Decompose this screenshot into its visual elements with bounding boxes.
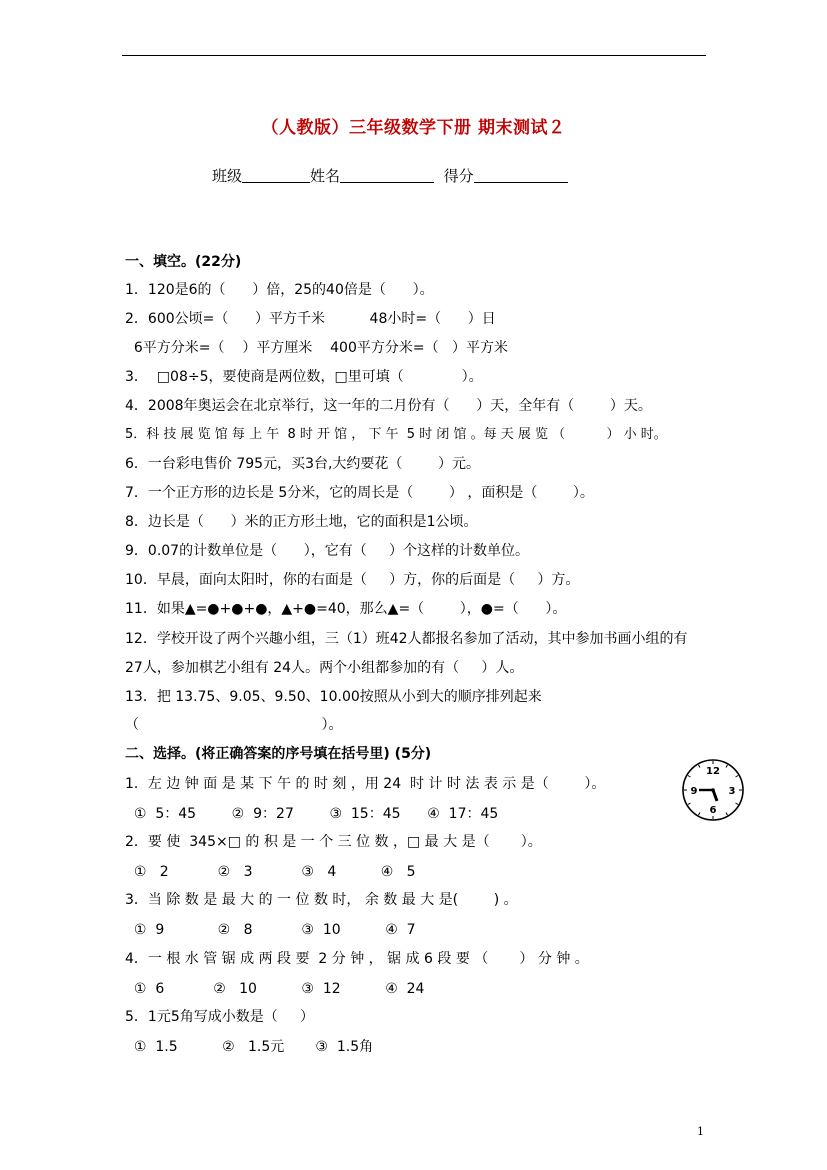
question-line: 5．科 技 展 览 馆 每 上 午 8 时 开 馆 ， 下 午 5 时 闭 馆 。每 天 展 览 （ ） 小 时。 bbox=[125, 427, 667, 442]
question-line: 3． □08÷5，要使商是两位数，□里可填（ ）。 bbox=[125, 369, 483, 385]
question-line: 6平方分米=（ ）平方厘米 400平方分米=（ ）平方米 bbox=[125, 340, 508, 356]
name-blank[interactable] bbox=[340, 168, 434, 183]
question-line: 4．2008年奥运会在北京举行，这一年的二月份有（ ）天，全年有（ ）天。 bbox=[125, 398, 652, 414]
question-line: 5．1元5角写成小数是（ ） bbox=[125, 1009, 314, 1025]
question-line: 9．0.07的计数单位是（ ），它有（ ）个这样的计数单位。 bbox=[125, 543, 530, 559]
clock-num-3: 3 bbox=[728, 786, 736, 797]
section2-heading: 二、选择。(将正确答案的序号填在括号里) (5分) bbox=[125, 746, 432, 762]
options-line: ① 1.5 ② 1.5元 ③ 1.5角 bbox=[125, 1039, 374, 1055]
clock-num-9: 9 bbox=[690, 786, 698, 797]
question-line: （ ）。 bbox=[125, 717, 343, 733]
class-label: 班级 bbox=[212, 167, 243, 185]
question-line: 27人，参加棋艺小组有 24人。两个小组都参加的有（ ）人。 bbox=[125, 660, 524, 676]
question-line: 10．早晨，面向太阳时，你的右面是（ ）方，你的后面是（ ）方。 bbox=[125, 572, 580, 588]
clock-face-icon bbox=[681, 758, 745, 822]
question-line: 7．一个正方形的边长是 5分米，它的周长是（ ） ，面积是（ ）。 bbox=[125, 485, 594, 501]
options-line: ① 5：45 ② 9：27 ③ 15：45 ④ 17：45 bbox=[125, 806, 499, 822]
question-line: 6．一台彩电售价 795元，买3台,大约要花（ ）元。 bbox=[125, 456, 481, 472]
section1-heading: 一、填空。(22分) bbox=[125, 254, 242, 270]
score-blank[interactable] bbox=[474, 168, 568, 183]
class-blank[interactable] bbox=[242, 168, 310, 183]
options-line: ① 9 ② 8 ③ 10 ④ 7 bbox=[125, 922, 416, 938]
question-line: 1．左 边 钟 面 是 某 下 午 的 时 刻 ，用 24 时 计 时 法 表 示 是（ ）。 bbox=[125, 776, 606, 792]
question-line: 8．边长是（ ）米的正方形土地，它的面积是1公顷。 bbox=[125, 514, 478, 530]
page-number: 1 bbox=[697, 1125, 704, 1138]
header-rule bbox=[122, 55, 706, 56]
student-info-row bbox=[212, 165, 568, 186]
clock-num-12: 12 bbox=[706, 766, 720, 777]
question-line: 13．把 13.75、9.05、9.50、10.00按照从小到大的顺序排列起来 bbox=[125, 689, 542, 705]
score-label: 得分 bbox=[443, 167, 474, 185]
page-title: （人教版）三年级数学下册 期末测试２ bbox=[261, 118, 566, 138]
question-line: 11．如果▲=●+●+●，▲+●=40，那么▲=（ ），●=（ ）。 bbox=[125, 601, 567, 617]
options-line: ① 2 ② 3 ③ 4 ④ 5 bbox=[125, 864, 416, 880]
question-line: 4．一 根 水 管 锯 成 两 段 要 2 分 钟 ， 锯 成 6 段 要 （ ） 分 钟 。 bbox=[125, 951, 589, 967]
question-line: 1．120是6的（ ）倍，25的40倍是（ ）。 bbox=[125, 282, 434, 298]
question-line: 2．要 使 345×□ 的 积 是 一 个 三 位 数 ，□ 最 大 是（ ）。 bbox=[125, 834, 542, 850]
question-line: 3．当 除 数 是 最 大 的 一 位 数 时， 余 数 最 大 是( ) 。 bbox=[125, 892, 518, 908]
name-label: 姓名 bbox=[310, 167, 341, 185]
clock-num-6: 6 bbox=[709, 805, 717, 816]
options-line: ① 6 ② 10 ③ 12 ④ 24 bbox=[125, 981, 425, 997]
question-line: 2．600公顷=（ ）平方千米 48小时=（ ）日 bbox=[125, 311, 496, 327]
question-line: 12．学校开设了两个兴趣小组，三（1）班42人都报名参加了活动，其中参加书画小组的有 bbox=[125, 631, 688, 647]
